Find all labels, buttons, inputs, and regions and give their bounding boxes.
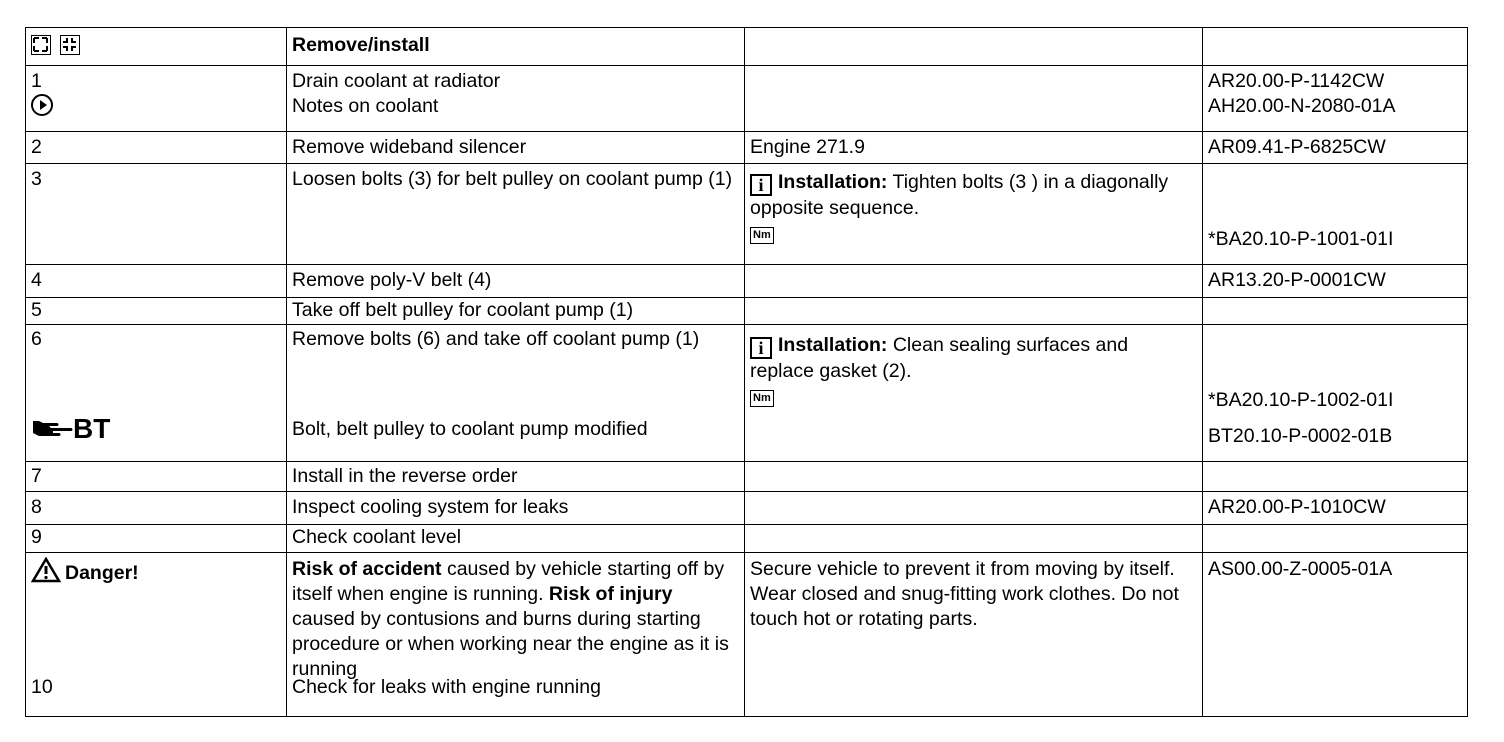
note-text: Wear closed and snug-fitting work clothes. Do not touch hot or rotating parts. [750,583,1179,630]
note-cell [745,265,1203,298]
installation-label: Installation: [778,171,888,193]
installation-label: Installation: [778,334,888,356]
ref-cell [1203,66,1468,132]
ref-cell [1203,265,1468,298]
info-icon[interactable]: i [750,337,772,359]
danger-label: Danger! [65,562,139,584]
step-number: 7 [31,465,42,487]
note-cell [745,132,1203,164]
procedure-table [25,27,1468,717]
ref-cell [1203,525,1468,553]
ref-link[interactable]: AH20.00-N-2080-01A [1208,95,1396,117]
note-cell [745,298,1203,325]
step-cell [26,164,287,265]
action-cell [287,164,745,265]
note-text: Secure vehicle to prevent it from moving by itself. [750,558,1175,580]
ref-cell [1203,164,1468,265]
danger-row [26,553,1468,717]
notes-arrow-icon[interactable] [31,94,53,116]
risk-accident-text: caused by vehicle starting off by itself when engine is running. [292,558,725,605]
action-text: Check coolant level [292,526,462,548]
risk-injury-text: caused by contusions and burns during starting procedure or when working near the engine as it is running [292,608,729,680]
ref-cell [1203,462,1468,492]
header-icons-cell [26,28,287,66]
step-number: 5 [31,299,42,321]
torque-nm-icon[interactable]: Nm [750,227,774,244]
table-row [26,298,1468,325]
table-row [26,325,1468,462]
collapse-icon[interactable] [60,35,80,55]
note-text: Tighten bolts (3 ) in a diagonally opposite sequence. [750,171,1169,219]
ref-cell [1203,298,1468,325]
ref-link[interactable]: *BA20.10-P-1002-01I [1208,389,1394,411]
table-row [26,265,1468,298]
action-cell [287,66,745,132]
step-number: 10 [31,676,53,698]
note-cell [745,492,1203,525]
action-text: Remove wideband silencer [292,136,527,158]
action-text: Inspect cooling system for leaks [292,496,569,518]
action-cell [287,298,745,325]
pointing-hand-icon [31,417,73,439]
header-empty-cell-2 [1203,28,1468,66]
step-cell [26,492,287,525]
ref-cell [1203,132,1468,164]
action-text: Check for leaks with engine running [292,676,601,698]
step-number: 4 [31,269,42,291]
action-text: Remove bolts (6) and take off coolant pump (1) [292,328,700,350]
action-cell [287,492,745,525]
note-cell [745,66,1203,132]
table-row [26,132,1468,164]
expand-icon[interactable] [31,35,51,55]
bt-ref-link[interactable]: BT20.10-P-0002-01B [1208,425,1393,447]
action-text: Remove poly-V belt (4) [292,269,492,291]
bt-action-text: Bolt, belt pulley to coolant pump modified [292,418,648,440]
step-cell [26,265,287,298]
action-cell [287,132,745,164]
step-number: 6 [31,328,42,350]
risk-cell [287,553,745,717]
note-cell [745,462,1203,492]
step-number: 2 [31,136,42,158]
note-text: Clean sealing surfaces and replace gasket (2). [750,334,1129,382]
action-text: Loosen bolts (3) for belt pulley on coolant pump (1) [292,168,733,190]
table-row [26,525,1468,553]
risk-injury-label: Risk of injury [548,583,673,605]
info-icon[interactable]: i [750,174,772,196]
ref-cell [1203,492,1468,525]
ref-cell [1203,553,1468,717]
step-number: 8 [31,496,42,518]
ref-link[interactable]: AR13.20-P-0001CW [1208,269,1386,291]
table-row [26,462,1468,492]
step-cell [26,525,287,553]
step-cell [26,462,287,492]
note-text: Engine 271.9 [750,136,865,158]
action-text: Notes on coolant [292,95,439,117]
table-row [26,492,1468,525]
action-text: Take off belt pulley for coolant pump (1) [292,299,634,321]
action-cell [287,525,745,553]
table-row [26,164,1468,265]
header-row [26,28,1468,66]
step-number: 1 [31,70,42,92]
torque-nm-icon[interactable]: Nm [750,390,774,407]
action-cell [287,265,745,298]
ref-link[interactable]: *BA20.10-P-1001-01I [1208,228,1394,250]
ref-link[interactable]: AR20.00-P-1010CW [1208,496,1386,518]
step-cell [26,132,287,164]
header-title: Remove/install [287,28,745,66]
header-empty-cell [745,28,1203,66]
risk-accident-label: Risk of accident [292,558,442,580]
danger-cell [26,553,287,717]
note-cell [745,164,1203,265]
step-number: 3 [31,168,42,190]
bt-label: BT [73,413,111,444]
step-number: 9 [31,526,42,548]
action-text: Install in the reverse order [292,465,518,487]
ref-link[interactable]: AS00.00-Z-0005-01A [1208,558,1393,580]
ref-link[interactable]: AR20.00-P-1142CW [1208,70,1385,92]
table-row [26,66,1468,132]
step-cell [26,325,287,462]
note-cell [745,525,1203,553]
ref-cell [1203,325,1468,462]
step-cell [26,66,287,132]
action-text: Drain coolant at radiator [292,70,501,92]
action-cell [287,325,745,462]
step-cell [26,298,287,325]
action-cell [287,462,745,492]
note-cell [745,325,1203,462]
warning-triangle-icon [31,557,61,583]
note-cell [745,553,1203,717]
ref-link[interactable]: AR09.41-P-6825CW [1208,136,1386,158]
